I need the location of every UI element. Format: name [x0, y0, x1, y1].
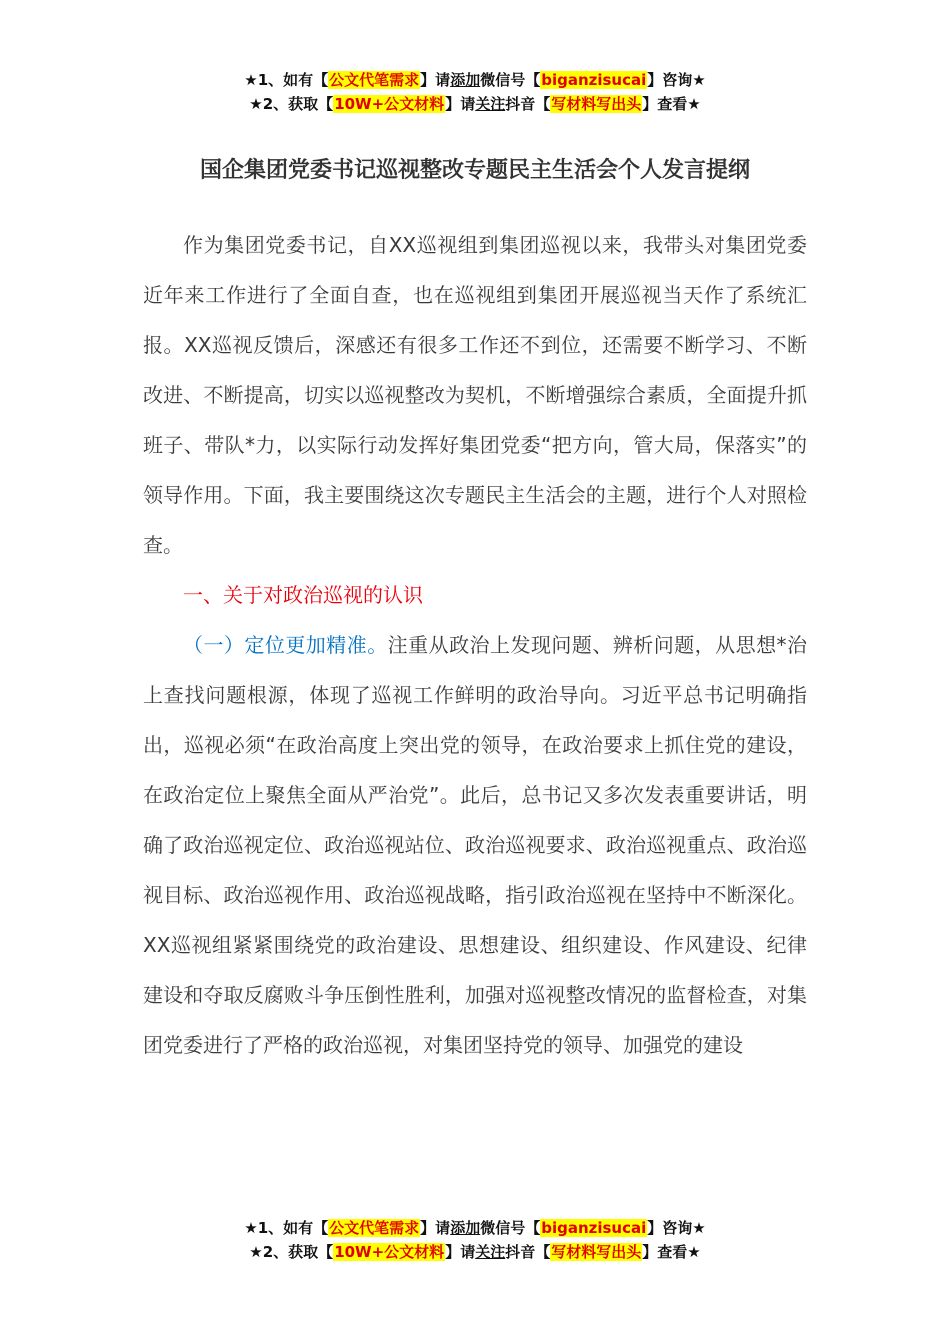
promo-underline-add: 添加	[450, 71, 481, 89]
promo-text: 抖音【	[505, 1243, 551, 1261]
promo-underline-add: 添加	[450, 1219, 481, 1237]
promo-text: 】请	[445, 1243, 476, 1261]
promo-text: 】请	[445, 95, 476, 113]
promo-text: ★1、如有【	[244, 1219, 329, 1237]
promo-highlight-service: 公文代笔需求	[329, 71, 420, 89]
promo-underline-follow: 关注	[475, 1243, 506, 1261]
promo-highlight-materials: 10W+公文材料	[334, 95, 445, 113]
promo-text: 】请	[420, 71, 451, 89]
promo-text: 】请	[420, 1219, 451, 1237]
promo-highlight-service: 公文代笔需求	[329, 1219, 420, 1237]
promo-highlight-materials: 10W+公文材料	[334, 1243, 445, 1261]
promo-text: 】咨询★	[647, 1219, 706, 1237]
promo-text: 】咨询★	[647, 71, 706, 89]
intro-paragraph: 作为集团党委书记，自XX巡视组到集团巡视以来，我带头对集团党委近年来工作进行了全面自查，也在巡视组到集团开展巡视当天作了系统汇报。XX巡视反馈后，深感还有很多工作还不到位，还需要不断学习、不断改进、不断提高，切实以巡视整改为契机，不断增强综合素质，全面提升抓班子、带队*力，以实际行动发挥好集团党委“把方向，管大局，保落实”的领导作用。下面，我主要围绕这次专题民主生活会的主题，进行个人对照检查。	[143, 233, 807, 557]
document-body	[143, 220, 807, 1070]
promo-text: ★1、如有【	[244, 71, 329, 89]
promo-text: 微信号【	[480, 71, 541, 89]
promo-text: 抖音【	[505, 95, 551, 113]
promo-line-2	[0, 92, 950, 116]
promo-line-2	[0, 1240, 950, 1264]
sub-section-text: 注重从政治上发现问题、辨析问题，从思想*治上查找问题根源，体现了巡视工作鲜明的政治导向。习近平总书记明确指出，巡视必须“在政治高度上突出党的领导，在政治要求上抓住党的建设，在政治定位上聚焦全面从严治党”。此后，总书记又多次发表重要讲话，明确了政治巡视定位、政治巡视站位、政治巡视要求、政治巡视重点、政治巡视目标、政治巡视作用、政治巡视战略，指引政治巡视在坚持中不断深化。XX巡视组紧紧围绕党的政治建设、思想建设、组织建设、作风建设、纪律建设和夺取反腐败斗争压倒性胜利，加强对巡视整改情况的监督检查，对集团党委进行了严格的政治巡视，对集团坚持党的领导、加强党的建设	[143, 633, 808, 1057]
promo-banner-bottom	[0, 1216, 950, 1264]
promo-underline-follow: 关注	[475, 95, 506, 113]
promo-line-1	[0, 1216, 950, 1240]
promo-highlight-wechat-id: biganzisucai	[541, 71, 647, 89]
promo-text: 微信号【	[480, 1219, 541, 1237]
promo-text: 】查看★	[642, 1243, 701, 1261]
sub-section-paragraph	[143, 620, 807, 1070]
document-title: 国企集团党委书记巡视整改专题民主生活会个人发言提纲	[199, 158, 750, 183]
promo-highlight-douyin: 写材料写出头	[551, 1243, 642, 1261]
section-heading: 一、关于对政治巡视的认识	[183, 583, 423, 607]
promo-banner-top	[0, 68, 950, 116]
promo-text: ★2、获取【	[249, 95, 334, 113]
promo-line-1	[0, 68, 950, 92]
promo-text: 】查看★	[642, 95, 701, 113]
promo-highlight-wechat-id: biganzisucai	[541, 1219, 647, 1237]
sub-section-heading: （一）定位更加精准。	[183, 633, 388, 657]
promo-highlight-douyin: 写材料写出头	[551, 95, 642, 113]
promo-text: ★2、获取【	[249, 1243, 334, 1261]
